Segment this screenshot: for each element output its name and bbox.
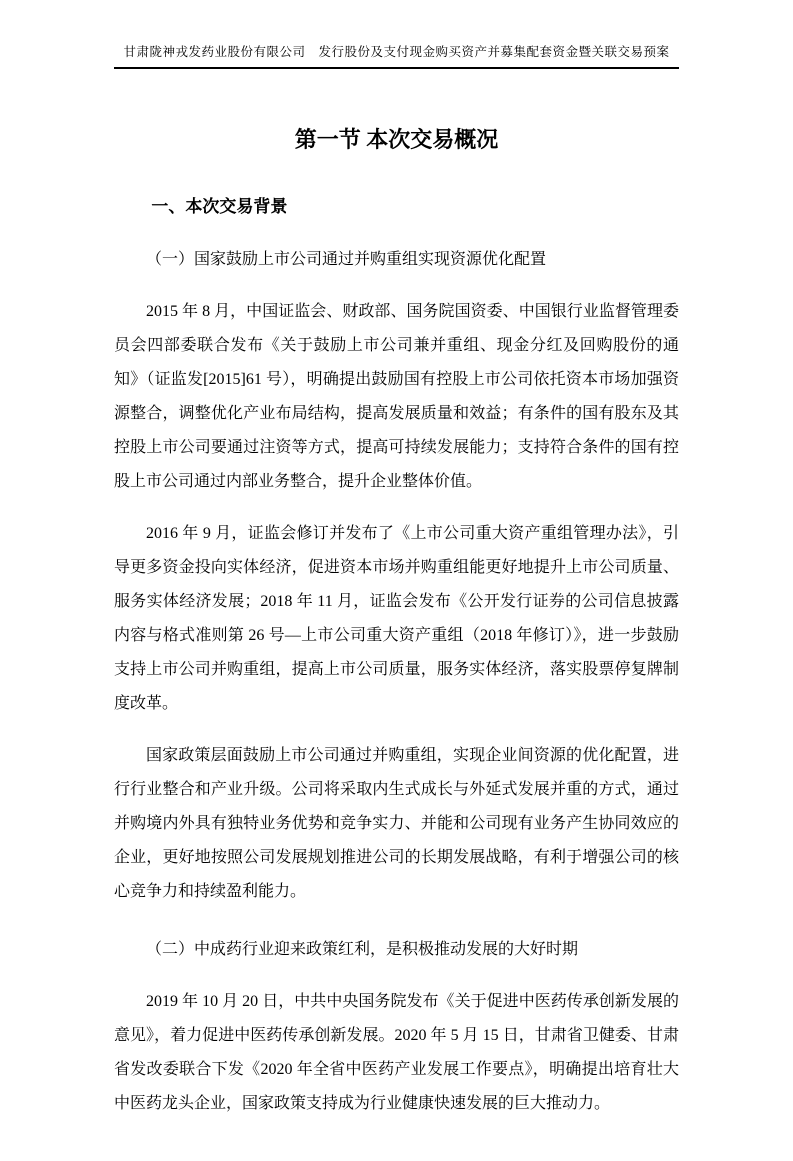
document-body [114,125,679,1121]
paragraph-2: 2016 年 9 月，证监会修订并发布了《上市公司重大资产重组管理办法》，引导更多资金投向实体经济，促进资本市场并购重组能更好地提升上市公司质量、服务实体经济发展；2018 年 11 月，证监会发布《公开发行证券的公司信息披露内容与格式准则第 26 号—上市公司重大资产重组（2018 年修订）》，进一步鼓励支持上市公司并购重组，提高上市公司质量，服务实体经济，落实股票停复牌制度改革。 [114,525,679,712]
header-text: 甘肃陇神戎发药业股份有限公司 发行股份及支付现金购买资产并募集配套资金暨关联交易预案 [123,45,670,59]
chapter-title: 第一节 本次交易概况 [294,127,499,152]
subsection-heading-2: （二）中成药行业迎来政策红利，是积极推动发展的大好时期 [146,941,579,958]
section-heading: 一、本次交易背景 [151,197,288,216]
paragraph-4: 2019 年 10 月 20 日，中共中央国务院发布《关于促进中医药传承创新发展的意见》，着力促进中医药传承创新发展。2020 年 5 月 15 日，甘肃省卫健委、甘肃省发改委联合下发《2020 年全省中医药产业发展工作要点》，明确提出培育壮大中医药龙头企业，国家政策支持成为行业健康快速发展的巨大推动力。 [114,993,679,1112]
subsection-heading-1: （一）国家鼓励上市公司通过并购重组实现资源优化配置 [146,251,547,268]
paragraph-1: 2015 年 8 月，中国证监会、财政部、国务院国资委、中国银行业监督管理委员会四部委联合发布《关于鼓励上市公司兼并重组、现金分红及回购股份的通知》（证监发[2015]61 号），明确提出鼓励国有控股上市公司依托资本市场加强资源整合，调整优化产业布局结构，提高发展质量和效益；有条件的国有股东及其控股上市公司要通过注资等方式，提高可持续发展能力；支持符合条件的国有控股上市公司通过内部业务整合，提升企业整体价值。 [114,303,679,490]
paragraph-3: 国家政策层面鼓励上市公司通过并购重组，实现企业间资源的优化配置，进行行业整合和产业升级。公司将采取内生式成长与外延式发展并重的方式，通过并购境内外具有独特业务优势和竞争实力、并能和公司现有业务产生协同效应的企业，更好地按照公司发展规划推进公司的长期发展战略，有利于增强公司的核心竞争力和持续盈利能力。 [114,747,679,900]
page-header [114,44,679,69]
